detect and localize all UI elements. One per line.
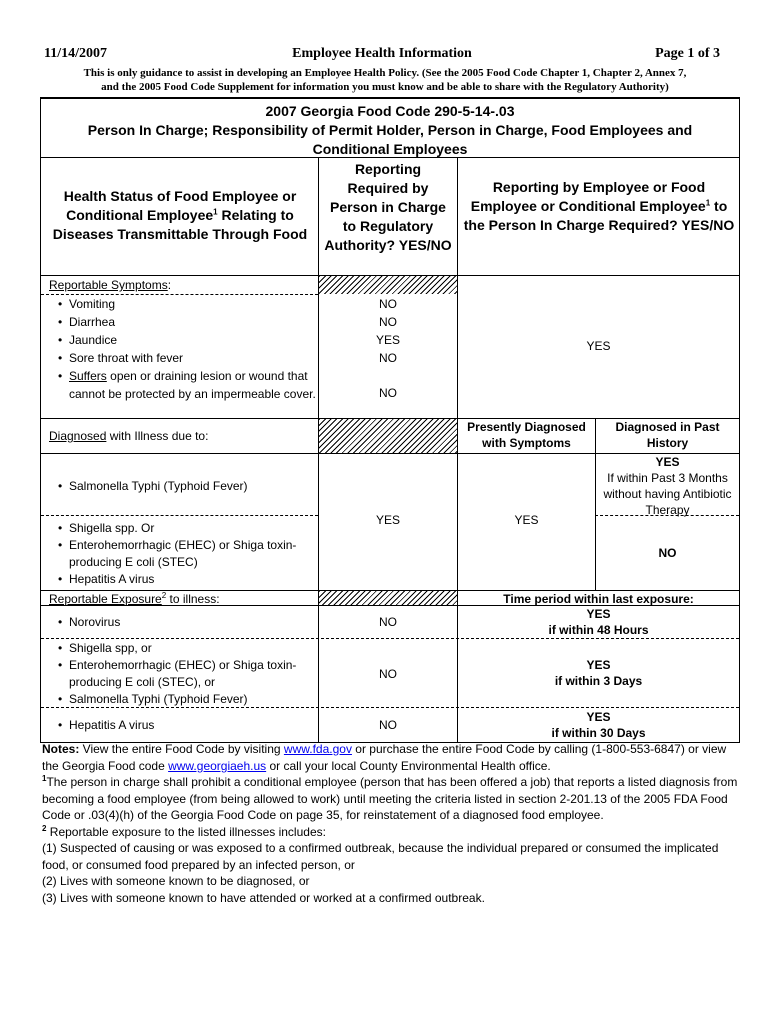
exposure-item: • Shigella spp, or [55,640,317,657]
notes-label: Notes: [42,742,80,756]
header-title: Employee Health Information [292,46,472,61]
exposure-row-1-note: if within 48 Hours [548,623,649,637]
divider [41,515,318,516]
exposure-row-2-note: if within 3 Days [554,674,643,688]
symptom-lesion-col2: NO [379,386,397,400]
col2-header: Reporting Required by Person in Charge to Regulatory Authority? YES/NO [324,161,452,253]
hatched-cell [319,419,457,453]
symptom-lesion-text: open or draining lesion or wound that cannot be protected by an impermeable cover. [69,369,316,401]
subtitle-line-2: and the 2005 Food Code Supplement for information you must know and be able to share with the Regulatory Authority) [101,81,669,93]
diagnosed-heading-label: Diagnosed [49,429,107,443]
notes-paragraph [42,741,742,774]
table-title-line-1: 2007 Georgia Food Code 290-5-14-.03 [265,103,515,119]
symptom-col2-value: NO [379,351,397,365]
diagnosed-col3-present: YES [514,513,539,527]
diagnosed-col2: YES [375,513,400,527]
exposure-item: • Hepatitis A virus [55,716,317,734]
symptom-col2-value: YES [375,333,400,347]
notes-text: or call your local County Environmental Health office. [266,758,551,773]
exposure-row-1-col3 [458,606,739,638]
illness-item: • Hepatitis A virus [55,571,317,588]
diagnosed-salmonella [55,477,317,495]
diagnosed-past-others: NO [658,546,677,560]
exposure-criteria-2: (2) Lives with someone known to be diagnosed, or [42,874,310,888]
exposure-row-3-col2: NO [379,718,397,732]
divider [457,157,458,743]
exposure-row-2-yes: YES [586,658,611,672]
symptoms-col2 [319,295,457,367]
symptom-item: • Vomiting [55,295,317,313]
symptom-item: • Sore throat with fever [55,349,317,367]
divider [41,157,739,158]
exposure-row-1-col2: NO [379,615,397,629]
symptoms-heading [49,276,317,294]
exposure-row-2 [55,640,317,708]
fda-link[interactable]: www.fda.gov [283,742,352,756]
georgiaeh-link[interactable]: www.georgiaeh.us [168,758,267,773]
col3-header-text-cont: to the Person In Charge Required? YES/NO [463,198,735,233]
exposure-criteria-3: (3) Lives with someone known to have attended or worked at a confirmed outbreak. [42,890,485,905]
page-header [44,46,720,64]
subtitle-line-1: This is only guidance to assist in developing an Employee Health Policy. (See the 2005 Food Code Chapter 1, Chapter 2, Annex 7, [83,67,687,79]
notes-text: View the entire Food Code by visiting [79,742,284,756]
header-page-number: Page 1 of 3 [655,46,720,61]
footnote-1-text: The person in charge shall prohibit a conditional employee (person that has been offered a job) that reports a listed diagnosis from becoming a food employee (from being allowed to work) until meeting the criteria listed in section 2-201.13 of the 2005 FDA Food Code or .03(4)(h) of the Georgia Food Code on page 35, for reinstatement of a diagnosed food employee. [42,775,738,822]
table-title [41,102,739,159]
symptoms-heading-colon: : [167,278,172,292]
exposure-row-2-col3 [458,657,739,689]
col1-header-text: Health Status of Food Employee or Conditional Employee [63,188,297,223]
footnote-mark: 1 [42,774,47,783]
symptom-col2-value: NO [379,297,397,311]
divider [595,418,596,590]
sub-header-past-history: Diagnosed in Past History [615,420,720,450]
past-salmonella-note: If within Past 3 Months without having Antibiotic Therapy [603,471,732,517]
exposure-item: • Salmonella Typhi (Typhoid Fever) [55,691,317,708]
symptom-col2-value: NO [379,315,397,329]
col1-header [47,187,313,244]
exposure-heading-rest: to illness: [166,592,220,606]
symptoms-heading-label: Reportable Symptoms [49,278,168,292]
diagnosed-heading [49,427,317,445]
footnote-mark: 2 [161,591,167,600]
sub-header-presently-diagnosed: Presently Diagnosed with Symptoms [467,420,586,450]
footnote-mark: 1 [213,207,218,217]
symptom-lesion-underlined: Suffers [69,369,107,383]
col3-header [461,178,737,235]
notes-section [42,741,742,906]
exposure-heading [49,591,317,607]
exposure-row-1 [55,613,317,631]
exposure-criteria-1: (1) Suspected of causing or was exposed to a confirmed outbreak, because the individual prepared or consumed the implicated food, or consumed food prepared by an infected person, or [42,841,719,872]
exposure-row-3-yes: YES [586,710,611,724]
past-salmonella-yes: YES [655,455,680,469]
exposure-row-3-col3 [458,709,739,741]
symptom-item: • Diarrhea [55,313,317,331]
illness-item: • Shigella spp. Or [55,520,317,537]
hatched-cell [319,591,457,605]
table-title-line-2: Person In Charge; Responsibility of Permit Holder, Person in Charge, Food Employees and Conditional Employees [87,122,693,157]
hatched-cell [319,276,457,294]
footnote-1 [42,774,742,824]
footnote-2-text: Reportable exposure to the listed illnesses includes: [46,824,326,839]
col3-header-text: Reporting by Employee or Food Employee or Conditional Employee [470,179,706,214]
illness-item: • Salmonella Typhi (Typhoid Fever) [55,477,317,495]
symptoms-col3: YES [586,339,611,353]
diagnosed-heading-rest: with Illness due to: [106,429,209,443]
symptom-item: • Jaundice [55,331,317,349]
exposure-row-3-note: if within 30 Days [551,726,646,740]
exposure-row-2-col2: NO [379,667,397,681]
exposure-item: • Norovirus [55,613,317,631]
header-subtitle [30,66,740,94]
footnote-mark: 1 [705,198,711,208]
col1-header-text-cont: Relating to Diseases Transmittable Through Food [52,207,308,242]
exposure-heading-label: Reportable Exposure [49,592,162,606]
symptoms-list [55,295,317,403]
notes-text: or purchase the entire Food Code by calling (1-800-553-6847) or view the Georgia Food code [42,742,727,773]
exposure-row-1-yes: YES [586,607,611,621]
diagnosed-others [55,520,317,588]
illness-item: • Enterohemorrhagic (EHEC) or Shiga toxin-producing E coli (STEC) [55,537,317,571]
exposure-row-3 [55,716,317,734]
symptom-item-lesion [55,367,317,403]
divider [41,638,739,639]
exposure-item: • Enterohemorrhagic (EHEC) or Shiga toxin-producing E coli (STEC), or [55,657,317,691]
health-table [40,97,740,743]
footnote-2 [42,824,742,841]
exposure-col3-header: Time period within last exposure: [503,592,694,606]
footnote-mark: 2 [42,823,47,833]
header-date: 11/14/2007 [44,46,108,61]
diagnosed-past-salmonella [597,454,738,518]
